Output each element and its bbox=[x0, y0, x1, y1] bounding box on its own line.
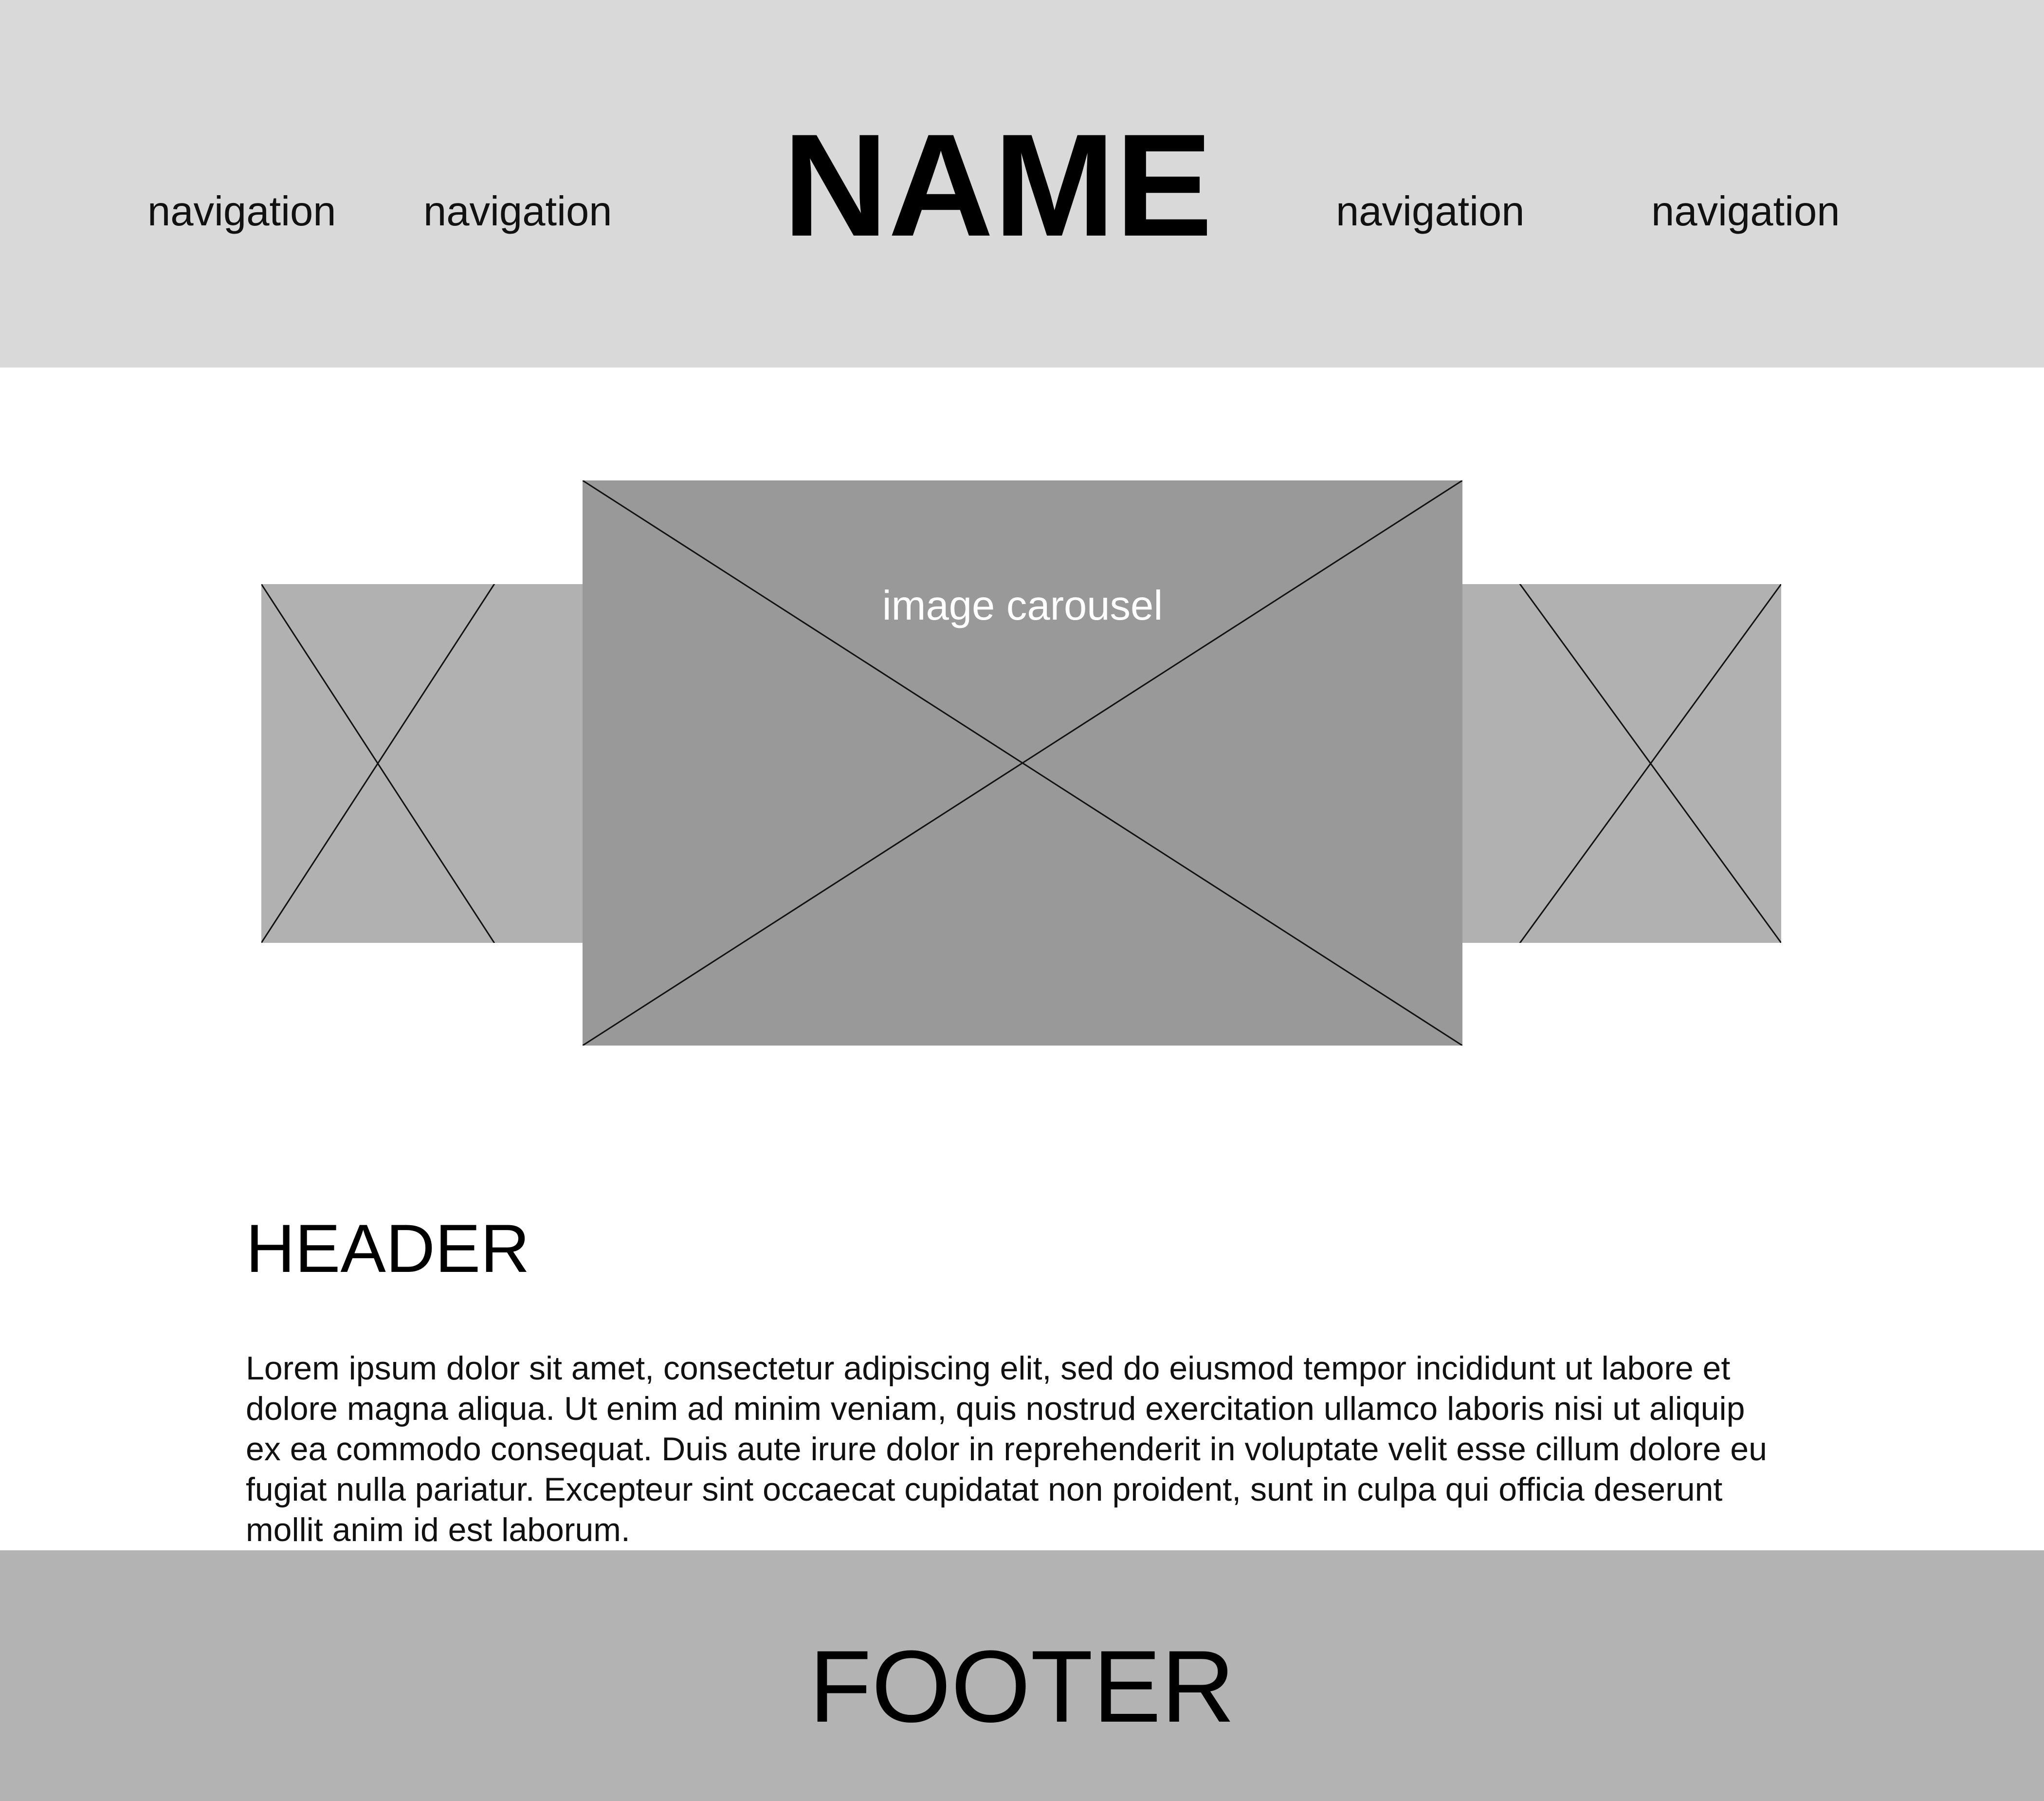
carousel-slide-next[interactable] bbox=[1462, 584, 1781, 943]
nav-link-2[interactable]: navigation bbox=[423, 188, 612, 235]
site-footer bbox=[0, 1550, 2044, 1801]
body-paragraph: Lorem ipsum dolor sit amet, consectetur adipiscing elit, sed do eiusmod tempor incididunt ut labore et dolore magna aliqua. Ut enim ad minim veniam, quis nostrud exercitation ullamco laboris nisi ut aliquip ex ea commodo consequat. Duis aute irure dolor in reprehenderit in voluptate velit esse cillum dolore eu fugiat nulla pariatur. Excepteur sint occaecat cupidatat non proident, sunt in culpa qui officia deserunt mollit anim id est laborum. bbox=[246, 1350, 1767, 1548]
carousel-slide-current[interactable] bbox=[583, 480, 1462, 1046]
image-placeholder-icon bbox=[1462, 584, 1781, 943]
carousel-label: image carousel bbox=[882, 583, 1163, 629]
nav-link-4[interactable]: navigation bbox=[1651, 188, 1840, 235]
site-brand-name[interactable]: NAME bbox=[783, 103, 1213, 267]
carousel-slide-previous[interactable] bbox=[261, 584, 583, 943]
section-header: HEADER bbox=[246, 1210, 530, 1286]
image-placeholder-icon bbox=[583, 480, 1462, 1046]
nav-link-3[interactable]: navigation bbox=[1336, 188, 1525, 235]
image-placeholder-icon bbox=[261, 584, 583, 943]
footer-label: FOOTER bbox=[809, 1629, 1235, 1744]
nav-link-1[interactable]: navigation bbox=[147, 188, 336, 235]
site-header bbox=[0, 0, 2044, 368]
